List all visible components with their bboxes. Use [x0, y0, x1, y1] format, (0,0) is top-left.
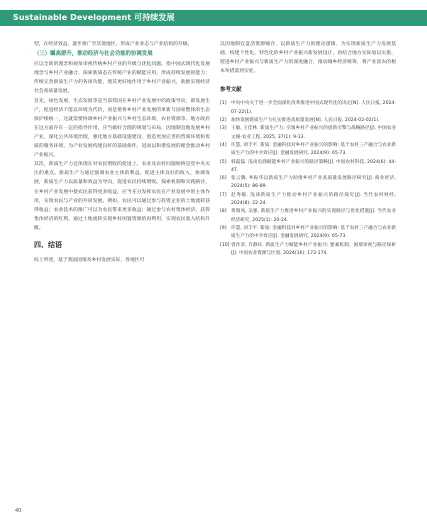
- conclusion-heading: 四、结语: [34, 240, 62, 249]
- reference-item: [5] 韩磊磊. 浅谈电商赋能乡村产业振兴的路径策略[J]. 中国农村科技, 2024(6): 44-47.: [220, 159, 396, 173]
- intro-paragraph: 型，在经济效益、逐步推广至其他地区，形成产业业态与产业结构的升级。: [34, 42, 193, 47]
- section-3-heading: （三）瞩高群升，推动经济与社会功能的协调发展: [34, 51, 153, 58]
- conclusion-paragraph: 综上所述，基于我国国情及乡村发展实际，各地区可: [34, 258, 145, 264]
- reference-item: [6] 张云腾, 乡振华以新质生产力助推乡村产业高质量发展路径研究[J]. 商业经济, 2024(5): 86-89.: [220, 176, 396, 190]
- reference-item: [7] 赵秀敏. 浅谈新质生产力推动乡村产业振兴的路径探究[J]. 当代农村财经, 2024(8): 22-24.: [220, 192, 396, 207]
- right-column: [220, 40, 396, 258]
- continued-paragraph: 以因地制宜盘活资源赋存、以新质生产力的理论逻辑，为实现新质生产力发展基础、构建个性化、特色化的乡村产业振兴新发展设计，再结合地方实际加以实施，促进乡村产业振兴与新质生产力的深度融合，推动城乡经济统筹，将产业富农的根本举措落到实处。: [220, 42, 396, 75]
- body-paragraph-2: 首先，绿色发展、生态发展等是当前我国在乡村产业发展中的政策导向，即发展生产，促进经济不能以环境为代价，而是要将乡村产业发展的革新与国家整体的生态保护相统一，这就需要协调乡村产业振兴与乡村生态环境、农业资源等。地方政府在这方面存在一定的指导作用，应当做好合理的规划与布局，因地制宜地发展乡村产业，深化公共环境治理，强化地方基础设施建设，创造更加完善的营商环境和优质的服务环境，为产业发展构建良好的基础条件，进而以和谐发展的理念推动乡村产业振兴。: [34, 98, 210, 159]
- left-column: [34, 40, 210, 265]
- reference-item: [2] 加快发展新质生产力扎实推进高质量发展[N]. 人民日报, 2024-02-02(1).: [220, 118, 380, 124]
- reference-item: [3] 王敏, 王佳林. 新质生产力: 引领乡村产业振兴的创新引擎与战略路径[J]. 中国农业文摘-农业工程, 2025, 37(1): 9-13.: [220, 126, 396, 140]
- body-paragraph-1: 应以全新的理念和视角审视传统乡村产业的升级与优化问题。指中国式现代化发展理念与乡村产业融合、探索新质态在传统产业的赋能应用，形成持续发展的能力；传统完善新质生产力的各项功能，使其更好地作用于乡村产业振兴，助推实现经济社会高质量发展。: [34, 62, 210, 95]
- references-heading: 参考文献: [220, 87, 242, 94]
- header-title: Sustainable Development 可持续发展: [13, 13, 175, 22]
- body-paragraph-3: 其次，新质生产力还体现在对农民增收的促进上，农业及农村问题始终是党中央关注的重点。新质生产力通过强调农业主体的利益，促进主体良好的收入，协调发展，新质生产力以质量和效益为导向，促进农民持续增收。探索机制和实践路径，在乡村产业发展中使农民获得更多收益，应当充分发挥农民在产业发展中的主体作用，实现农民与产业的共同发展。例如，农民可以通过参与投资企业的土地流转获得收益；农业技术的推广可以为农民带来更多收益；通过参与农村集体经济，获得集体经济的红利。通过土地流转实现乡村闲置资源的再利用，实现农民收入结构升级。: [34, 162, 210, 231]
- header-bar: [0, 10, 427, 26]
- reference-item: [10] 曾作章, 许静钰. 新质生产力赋能乡村产业振兴: 要素机制、困境审视与路径探析[J]. 中国农业资源与区划, 2024(16): 172-174.: [220, 242, 396, 256]
- references-list: [220, 100, 396, 258]
- reference-item: [8] 黄瑞凤, 吴强. 新质生产力推进乡村产业振兴的实现路径与优化措施[J]. 当代农业经济研究, 2025(1): 20-24.: [220, 209, 396, 223]
- reference-item: [4] 许慧, 刘丰平. 新质: 金融科技对乡村产业振兴的影响: 基于农村三产融合与农业新质生产力的中介效应[J]. 金融发展研究, 2024(9): 65-73.: [220, 142, 396, 157]
- reference-item: [9] 许慧, 刘丰平. 新质: 金融科技对乡村产业振兴的影响: 基于农村三产融合与农业新质生产力的中介效应[J]. 金融发展研究, 2024(9): 65-73.: [220, 225, 396, 240]
- page-number: 40: [15, 508, 22, 514]
- reference-item: [1] 中央中央关于进一步全面深化改革推进中国式现代化的决定[N]. 人民日报, 2024-07-22(1).: [220, 101, 396, 115]
